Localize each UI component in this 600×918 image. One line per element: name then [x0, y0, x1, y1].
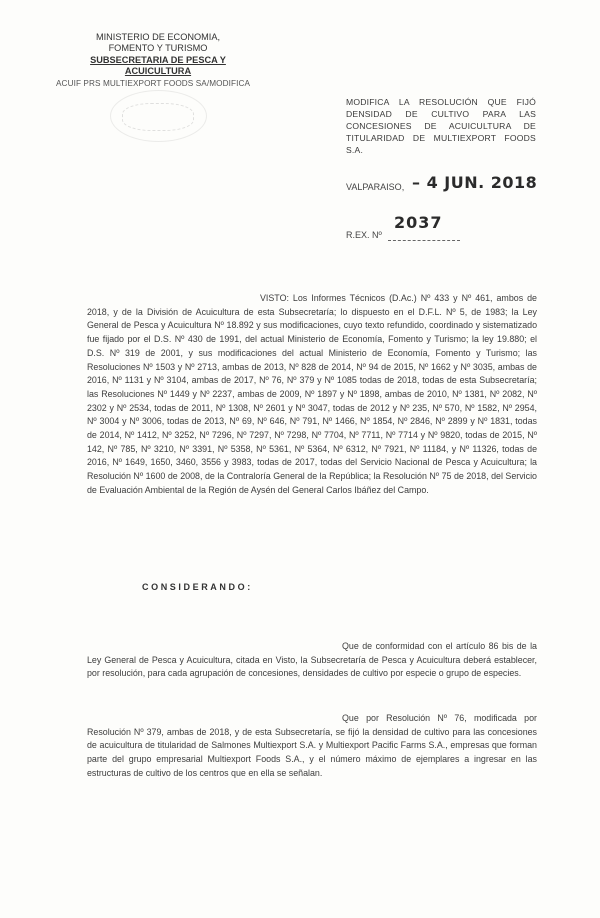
resolution-number-line	[388, 240, 460, 241]
letterhead-subsecretaria: SUBSECRETARIA DE PESCA Y ACUICULTURA	[90, 54, 226, 77]
resolution-subject: MODIFICA LA RESOLUCIÓN QUE FIJÓ DENSIDAD DE CULTIVO PARA LAS CONCESIONES DE ACUICULTURA DE TITULARIDAD DE MULTIEXPORT FOODS S.A.	[346, 97, 536, 155]
considerando-heading: CONSIDERANDO:	[142, 582, 253, 592]
visto-paragraph: VISTO: Los Informes Técnicos (D.Ac.) Nº 433 y Nº 461, ambos de 2018, y de la División de Acuicultura de esta Subsecretaría; lo dispuesto en el D.F.L. Nº 5, de 1983; la Ley General de Pesca y Acuicultura Nº 18.892 y sus modificaciones, cuyo texto refundido, coordinado y sistematizado fue fijado por el D.S. Nº 430 de 1991, del actual Ministerio de Economía, Fomento y Turismo; la ley 19.880; el D.S. Nº 319 de 2001, y sus modificaciones del actual Ministerio de Economía, Fomento y Turismo; las Resoluciones Nº 1503 y Nº 2713, ambas de 2013, Nº 828 de 2014, Nº 94 de 2015, Nº 1662 y Nº 3035, ambas de 2016, Nº 1131 y Nº 3104, ambas de 2017, Nº 76, Nº 379 y Nº 1085 todas de 2018, todas de esta Subsecretaría; las Resoluciones Nº 1449 y Nº 2237, ambas de 2009, Nº 1897 y Nº 1898, ambas de 2010, Nº 1381, Nº 2082, Nº 2302 y Nº 2534, todas de 2011, Nº 1308, Nº 2601 y Nº 3047, todas de 2012 y Nº 235, Nº 570, Nº 1582, Nº 2954, Nº 3004 y Nº 3006, todas de 2013, Nº 69, Nº 646, Nº 791, Nº 1466, Nº 1854, Nº 2846, Nº 2899 y Nº 1831, todas de 2014, Nº 1412, Nº 3252, Nº 7296, Nº 7297, Nº 7298, Nº 7704, Nº 7711, Nº 7714 y Nº 9820, todas de 2015, Nº 142, Nº 785, Nº 3210, Nº 3391, Nº 5358, Nº 5361, Nº 5364, Nº 6312, Nº 7921, Nº 11184, y Nº 11326, todas de 2016, Nº 1649, 1650, 3460, 3556 y 3983, todas de 2017, todas del Servicio Nacional de Pesca y Acuicultura; la Resolución Nº 1600 de 2008, de la Contraloría General de la República; la Resolución Nº 75 de 2018, del Servicio de Evaluación Ambiental de la Región de Aysén del General Carlos Ibáñez del Campo.	[87, 293, 537, 495]
considerando-paragraph-2: Que por Resolución Nº 76, modificada por Resolución Nº 379, ambas de 2018, y de esta Subsecretaría, se fijó la densidad de cultivo para las concesiones de acuicultura de titularidad de Salmones Multiexport S.A. y Multiexport Pacific Farms S.A., empresas que forman parte del grupo empresarial Multiexport Foods S.A., y el número máximo de ejemplares a ingresar en las estructuras de cultivo de los centros que en ella se señalan.	[87, 713, 537, 778]
considerando-paragraph-1: Que de conformidad con el artículo 86 bis de la Ley General de Pesca y Acuicultura, citada en Visto, la Subsecretaría de Pesca y Acuicultura deberá establecer, por resolución, para cada agrupación de concesiones, densidades de cultivo por especie o grupo de especies.	[87, 641, 537, 679]
resolution-number-label: R.EX. Nº	[346, 230, 382, 240]
resolution-number: 2037	[394, 213, 443, 232]
faded-seal-stamp-inner	[122, 103, 194, 131]
handwritten-date: – 4 JUN. 2018	[412, 173, 538, 192]
letterhead	[58, 32, 258, 89]
letterhead-ministry-cont: FOMENTO Y TURISMO	[108, 43, 208, 54]
letterhead-reference: ACUIF PRS MULTIEXPORT FOODS SA/MODIFICA	[56, 78, 251, 88]
date-city: VALPARAISO,	[346, 182, 405, 192]
letterhead-ministry: MINISTERIO DE ECONOMIA,	[95, 32, 221, 42]
